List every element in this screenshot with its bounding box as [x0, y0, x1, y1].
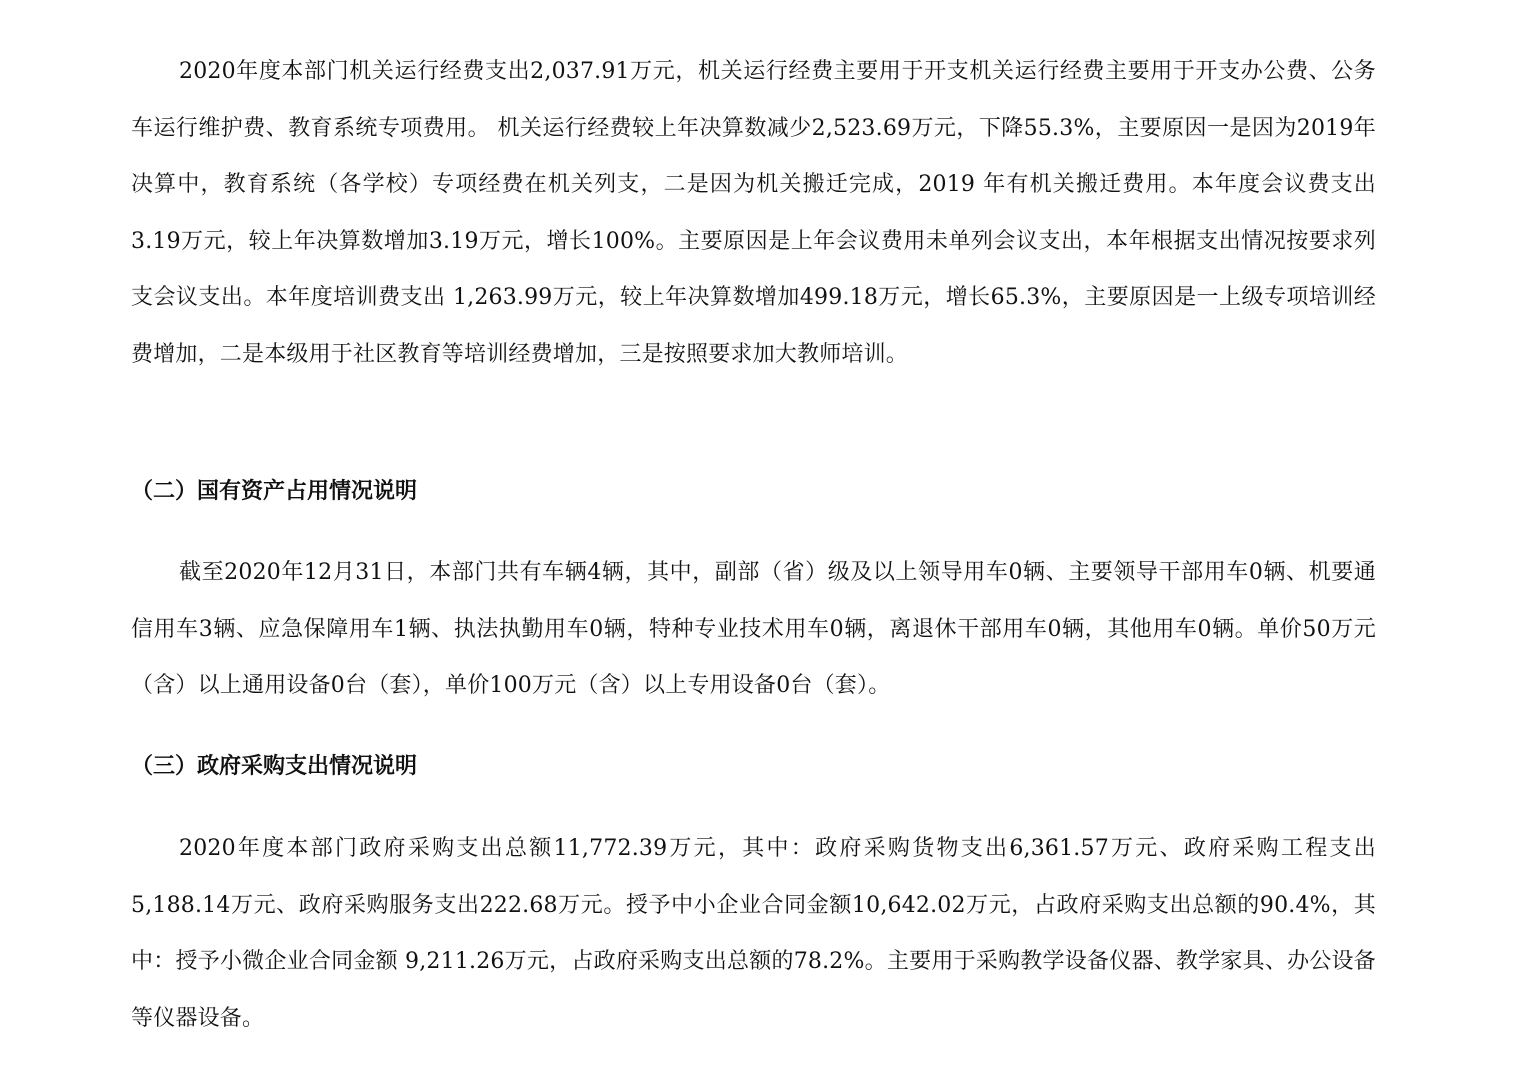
operating-expenses-paragraph: 2020年度本部门机关运行经费支出2,037.91万元，机关运行经费主要用于开支机关运行经费主要用于开支办公费、公务车运行维护费、教育系统专项费用。 机关运行经费较上年决算数减少2,523.69万元，下降55.3%，主要原因一是因为2019年决算中，教育系统（各学校）专项经费在机关列支，二是因为机关搬迁完成，2019 年有机关搬迁费用。本年度会议费支出3.19万元，较上年决算数增加3.19万元，增长100%。主要原因是上年会议费用未单列会议支出，本年根据支出情况按要求列支会议支出。本年度培训费支出 1,263.99万元，较上年决算数增加499.18万元，增长65.3%，主要原因是一上级专项培训经费增加，二是本级用于社区教育等培训经费增加，三是按照要求加大教师培训。 [131, 59, 1376, 367]
assets-paragraph: 截至2020年12月31日，本部门共有车辆4辆，其中，副部（省）级及以上领导用车0辆、主要领导干部用车0辆、机要通信用车3辆、应急保障用车1辆、执法执勤用车0辆，特种专业技术用车0辆，离退休干部用车0辆，其他用车0辆。单价50万元（含）以上通用设备0台（套），单价100万元（含）以上专用设备0台（套）。 [131, 560, 1376, 698]
procurement-section-heading: （三）政府采购支出情况说明 [131, 754, 418, 779]
assets-section-heading: （二）国有资产占用情况说明 [131, 479, 418, 504]
procurement-paragraph: 2020年度本部门政府采购支出总额11,772.39万元，其中：政府采购货物支出6,361.57万元、政府采购工程支出5,188.14万元、政府采购服务支出222.68万元。授予中小企业合同金额10,642.02万元，占政府采购支出总额的90.4%，其中：授予小微企业合同金额 9,211.26万元，占政府采购支出总额的78.2%。主要用于采购教学设备仪器、教学家具、办公设备等仪器设备。 [131, 836, 1376, 1031]
